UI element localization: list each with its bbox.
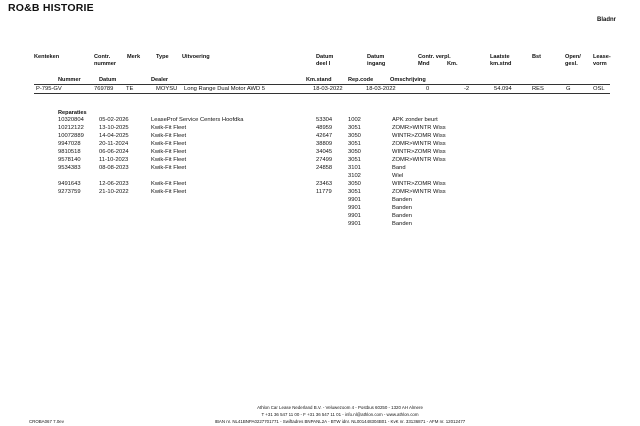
repair-datum: 21-10-2022 [99, 189, 129, 195]
subheader-dealer: Dealer [151, 77, 169, 83]
repair-code: 3051 [348, 189, 361, 195]
repair-omschrijving: WINTR>ZOMR Wiss [392, 181, 446, 187]
table-row [0, 197, 640, 205]
repair-datum: 08-08-2023 [99, 165, 129, 171]
repair-datum: 11-10-2023 [99, 157, 129, 163]
repair-km: 48959 [316, 125, 333, 131]
header-bst: Bst [532, 54, 542, 60]
page-title: RO&B HISTORIE [8, 2, 94, 14]
header-lease-1: Lease- [593, 54, 611, 60]
repair-omschrijving: WINTR>ZOMR Wiss [392, 133, 446, 139]
repair-code: 9901 [348, 213, 361, 219]
repair-code: 9901 [348, 221, 361, 227]
repair-km: 38809 [316, 141, 333, 147]
vehicle-kenteken: P-795-GV [36, 86, 62, 92]
header-datum-deel-1: Datum [316, 54, 334, 60]
repair-omschrijving: WINTR>ZOMR Wiss [392, 149, 446, 155]
vehicle-laatste-km: 54.094 [494, 86, 512, 92]
repair-omschrijving: ZOMR>WINTR Wiss [392, 141, 446, 147]
repair-datum: 05-02-2026 [99, 117, 129, 123]
repair-nummer: 9578140 [58, 157, 81, 163]
repair-code: 9901 [348, 205, 361, 211]
vehicle-open-gesl: G [566, 86, 571, 92]
subheader-km-stand: Km.stand [306, 77, 332, 83]
repair-dealer: LeaseProf Service Centers Hoofdka [151, 117, 244, 123]
header-mnd: Mnd [418, 61, 430, 67]
form-code: CROBA067 7.0ev [29, 419, 64, 424]
repair-nummer: 9491643 [58, 181, 81, 187]
repair-nummer: 9947028 [58, 141, 81, 147]
repair-omschrijving: Banden [392, 205, 412, 211]
header-datum-deel-2: deel I [316, 61, 331, 67]
header-kenteken: Kenteken [34, 54, 60, 60]
table-row [0, 165, 640, 173]
repair-code: 3051 [348, 141, 361, 147]
repair-km: 11779 [316, 189, 332, 195]
repair-omschrijving: Banden [392, 221, 412, 227]
vehicle-divider [34, 93, 610, 94]
header-divider [34, 84, 610, 85]
table-row [0, 141, 640, 149]
repair-km: 27499 [316, 157, 333, 163]
header-lease-2: vorm [593, 61, 607, 67]
repair-code: 3050 [348, 181, 361, 187]
vehicle-bst: RES [532, 86, 544, 92]
footer-address: Athlon Car Lease Nederland B.V. - Veluwezoom 4 - Postbus 60250 - 1320 AH Almere [257, 405, 423, 410]
vehicle-datum-ingang: 18-03-2022 [366, 86, 396, 92]
header-uitvoering: Uitvoering [182, 54, 210, 60]
vehicle-merk: TE [126, 86, 134, 92]
repair-omschrijving: Banden [392, 197, 412, 203]
vehicle-uitvoering: Long Range Dual Motor AWD 5 [184, 86, 265, 92]
table-row [0, 133, 640, 141]
repair-omschrijving: ZOMR>WINTR Wiss [392, 189, 446, 195]
repair-dealer: Kwik-Fit Fleet [151, 189, 187, 195]
header-open-1: Open/ [565, 54, 581, 60]
subheader-rep-code: Rep.code [348, 77, 374, 83]
vehicle-datum-deel-1: 18-03-2022 [313, 86, 343, 92]
header-laatste-2: km.stnd [490, 61, 512, 67]
vehicle-lease-vorm: OSL [593, 86, 605, 92]
repair-omschrijving: APK zonder beurt [392, 117, 438, 123]
repair-omschrijving: ZOMR>WINTR Wiss [392, 125, 446, 131]
header-merk: Merk [127, 54, 141, 60]
repair-nummer: 10072889 [58, 133, 84, 139]
header-open-2: gesl. [565, 61, 578, 67]
header-contr-nummer-2: nummer [94, 61, 117, 67]
table-row [0, 173, 640, 181]
repair-code: 3101 [348, 165, 361, 171]
header-contr-nummer-1: Contr. [94, 54, 111, 60]
table-row [0, 189, 640, 197]
repair-km: 42647 [316, 133, 333, 139]
repair-dealer: Kwik-Fit Fleet [151, 165, 187, 171]
repair-nummer: 10212122 [58, 125, 84, 131]
repair-dealer: Kwik-Fit Fleet [151, 149, 187, 155]
footer-registration: IBAN nr. NL41BNPA0227701771 - Swiftadres BNPANL2A - BTW idnr. NL001448304B01 - KvK nr. 33136871 - AFM nr. 12012477 [214, 419, 466, 424]
repair-code: 3051 [348, 125, 361, 131]
header-datum-ingang-1: Datum [367, 54, 385, 60]
table-row [0, 149, 640, 157]
vehicle-type: MOYSU [156, 86, 178, 92]
repair-dealer: Kwik-Fit Fleet [151, 125, 187, 131]
repair-dealer: Kwik-Fit Fleet [151, 181, 187, 187]
header-km: Km. [447, 61, 458, 67]
repair-nummer: 10320804 [58, 117, 84, 123]
repair-omschrijving: Banden [392, 213, 412, 219]
vehicle-mnd: 0 [426, 86, 430, 92]
repair-code: 3050 [348, 149, 361, 155]
table-row [0, 117, 640, 125]
table-row [0, 213, 640, 221]
repair-omschrijving: Wiel [392, 173, 404, 179]
subheader-datum: Datum [99, 77, 117, 83]
repair-dealer: Kwik-Fit Fleet [151, 141, 187, 147]
header-datum-ingang-2: ingang [367, 61, 386, 67]
repair-code: 1002 [348, 117, 361, 123]
repair-datum: 12-06-2023 [99, 181, 129, 187]
table-row [0, 157, 640, 165]
repair-omschrijving: Band [392, 165, 406, 171]
repair-datum: 13-10-2025 [99, 125, 129, 131]
repair-code: 3050 [348, 133, 361, 139]
repair-km: 53304 [316, 117, 333, 123]
header-type: Type [156, 54, 169, 60]
header-laatste-1: Laatste [490, 54, 510, 60]
repair-code: 9901 [348, 197, 361, 203]
repair-omschrijving: ZOMR>WINTR Wiss [392, 157, 446, 163]
repair-code: 3051 [348, 157, 361, 163]
repair-km: 23463 [316, 181, 333, 187]
subheader-nummer: Nummer [58, 77, 81, 83]
repair-nummer: 9810518 [58, 149, 81, 155]
repair-datum: 06-06-2024 [99, 149, 129, 155]
repair-km: 24858 [316, 165, 333, 171]
repair-dealer: Kwik-Fit Fleet [151, 133, 187, 139]
repair-nummer: 9534383 [58, 165, 81, 171]
reparaties-label: Reparaties [58, 110, 87, 116]
subheader-omschrijving: Omschrijving [390, 77, 426, 83]
header-contr-verpl: Contr. verpl. [418, 54, 451, 60]
table-row [0, 125, 640, 133]
bladnr-label: Bladnr [597, 17, 617, 23]
repair-km: 34045 [316, 149, 333, 155]
repair-dealer: Kwik-Fit Fleet [151, 157, 187, 163]
footer-contact: T +31 36 547 11 00 - F +31 36 547 11 01 - info.nl@athlon.com - www.athlon.com [261, 412, 419, 417]
repair-datum: 14-04-2025 [99, 133, 129, 139]
table-row [0, 181, 640, 189]
repair-code: 3102 [348, 173, 361, 179]
vehicle-contract: 769789 [94, 86, 114, 92]
repair-datum: 20-11-2024 [99, 141, 129, 147]
table-row [0, 221, 640, 229]
vehicle-km: -2 [464, 86, 470, 92]
table-row [0, 205, 640, 213]
repair-nummer: 9273759 [58, 189, 81, 195]
